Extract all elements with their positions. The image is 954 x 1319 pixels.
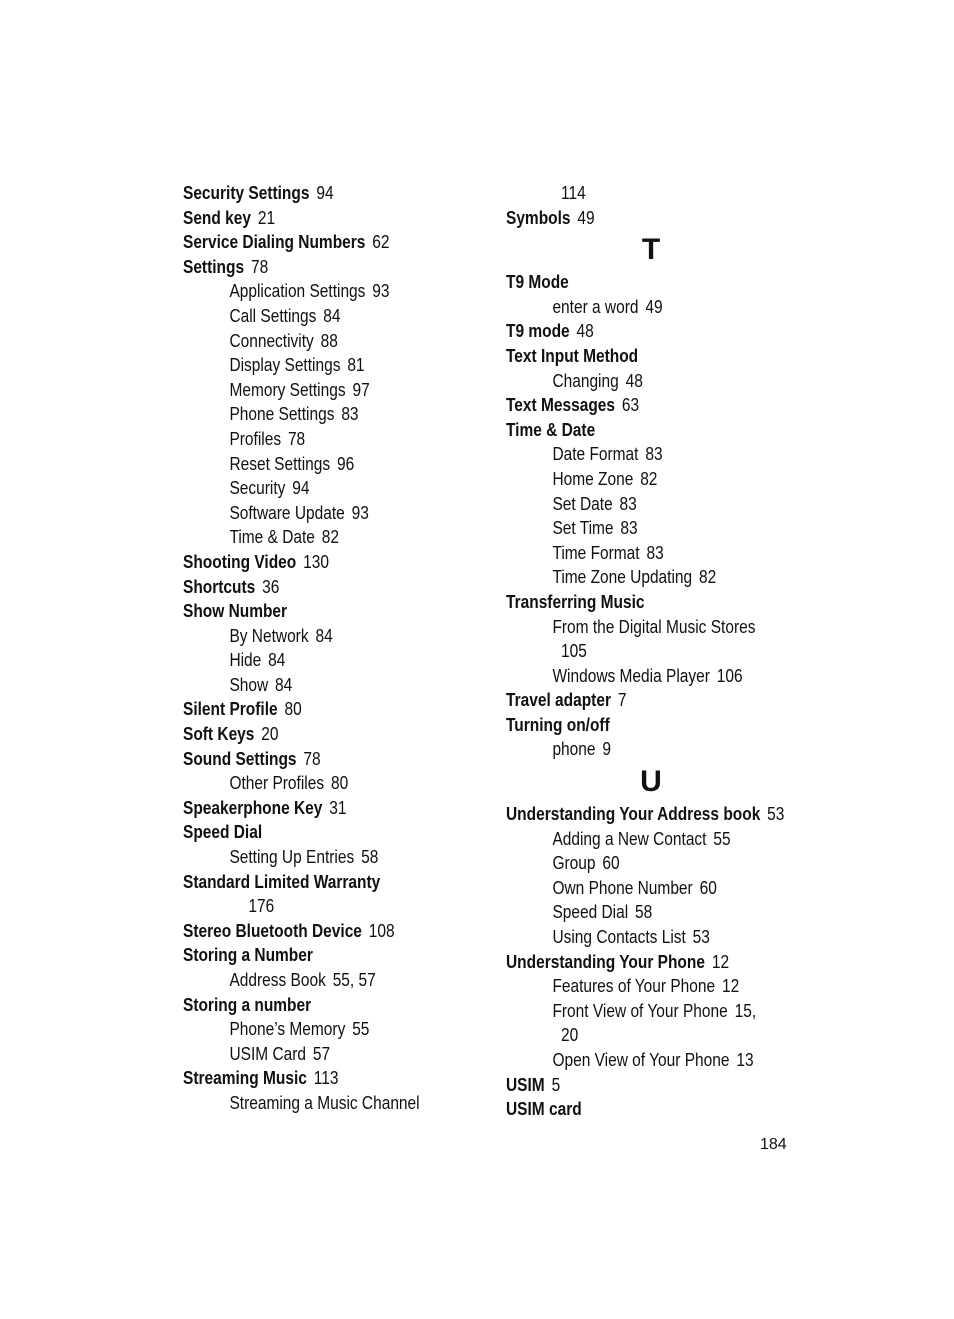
index-term: Understanding Your Phone xyxy=(506,951,705,972)
index-page-continuation xyxy=(506,181,790,206)
index-term: phone xyxy=(552,739,596,760)
index-term: enter a word xyxy=(552,296,639,317)
index-term: Streaming a Music Channel xyxy=(229,1092,420,1113)
index-page-ref: 130 xyxy=(303,551,329,572)
index-page-ref: 93 xyxy=(351,502,369,523)
index-page-ref: 78 xyxy=(287,428,306,449)
index-entry xyxy=(506,344,790,369)
index-term: Adding a New Contact xyxy=(552,828,707,849)
index-page-ref: 81 xyxy=(347,355,365,376)
index-page-continuation xyxy=(506,1023,790,1048)
index-term: Own Phone Number xyxy=(552,877,693,898)
index-subentry xyxy=(506,1048,790,1073)
index-term: 114 xyxy=(561,183,586,203)
index-page-ref: 62 xyxy=(372,232,390,253)
index-term: Profiles xyxy=(229,428,282,449)
index-page-ref: 5 xyxy=(551,1074,561,1095)
index-subentry xyxy=(183,624,441,649)
index-term: Text Input Method xyxy=(506,345,639,366)
index-entry xyxy=(183,255,441,280)
index-page-ref: 84 xyxy=(268,650,286,671)
index-page-ref: 84 xyxy=(323,305,341,326)
index-page-ref: 15, xyxy=(734,1000,757,1021)
index-subentry xyxy=(506,615,790,640)
index-page-continuation xyxy=(183,894,441,919)
index-term: 176 xyxy=(248,896,275,917)
index-page-ref: 80 xyxy=(284,699,302,720)
index-term: Standard Limited Warranty xyxy=(183,871,381,892)
index-term: Time Format xyxy=(552,542,640,563)
index-page-ref: 58 xyxy=(361,847,379,868)
index-page-continuation xyxy=(506,639,790,664)
index-entry xyxy=(183,919,441,944)
index-entry xyxy=(183,697,441,722)
index-term: Reset Settings xyxy=(229,453,331,474)
index-subentry xyxy=(506,369,790,394)
index-term: Time & Date xyxy=(506,419,596,440)
index-page-ref: 7 xyxy=(617,690,627,711)
index-entry xyxy=(183,181,441,206)
index-page-ref: 21 xyxy=(257,207,276,228)
index-term: Symbols xyxy=(506,207,571,228)
index-page-ref: 53 xyxy=(767,804,785,825)
index-page-ref: 113 xyxy=(313,1068,339,1089)
index-subentry xyxy=(506,876,790,901)
index-term: Speakerphone Key xyxy=(183,797,323,818)
index-term: Display Settings xyxy=(229,355,341,376)
index-subentry xyxy=(506,565,790,590)
index-term: Open View of Your Phone xyxy=(552,1050,730,1070)
index-term: Application Settings xyxy=(229,281,366,302)
index-page-ref: 88 xyxy=(320,330,338,351)
index-subentry xyxy=(183,1091,441,1116)
index-entry xyxy=(183,796,441,821)
index-page-ref: 108 xyxy=(368,920,395,941)
index-term: Time & Date xyxy=(229,527,315,548)
index-subentry xyxy=(183,501,441,526)
index-term: Speed Dial xyxy=(183,822,263,843)
index-subentry xyxy=(183,402,441,427)
index-page-ref: 83 xyxy=(645,444,663,465)
index-subentry xyxy=(183,525,441,550)
index-term: Send key xyxy=(183,207,251,228)
index-term: Using Contacts List xyxy=(552,927,686,948)
index-term: Travel adapter xyxy=(506,690,611,711)
index-subentry xyxy=(506,442,790,467)
index-term: Sound Settings xyxy=(183,748,297,769)
index-subentry xyxy=(183,427,441,452)
index-term: Address Book xyxy=(229,970,326,990)
index-term: Show Number xyxy=(183,601,288,622)
index-term: Windows Media Player xyxy=(552,665,710,686)
index-term: Show xyxy=(229,674,269,695)
index-entry xyxy=(506,688,790,713)
index-term: Shooting Video xyxy=(183,551,297,572)
index-subentry xyxy=(506,974,790,999)
index-page-ref: 60 xyxy=(602,853,620,874)
index-term: T9 Mode xyxy=(506,272,569,293)
index-term: USIM card xyxy=(506,1099,582,1120)
index-page-ref: 55 xyxy=(713,828,731,849)
index-page-ref: 83 xyxy=(620,518,638,539)
page-number: 184 xyxy=(760,1136,787,1153)
index-entry xyxy=(183,575,441,600)
index-term: Turning on/off xyxy=(506,714,610,735)
index-term: Service Dialing Numbers xyxy=(183,232,366,253)
index-term: Storing a number xyxy=(183,994,312,1015)
index-page-ref: 83 xyxy=(646,542,664,563)
index-entry xyxy=(183,820,441,845)
index-term: Storing a Number xyxy=(183,945,313,966)
index-term: Streaming Music xyxy=(183,1068,307,1089)
index-page-ref: 55 xyxy=(352,1019,370,1040)
index-page-ref: 78 xyxy=(250,256,269,277)
index-term: Time Zone Updating xyxy=(552,567,693,588)
index-subentry xyxy=(506,999,790,1024)
index-term: Connectivity xyxy=(229,330,314,351)
index-term: By Network xyxy=(229,625,309,646)
index-term: Features of Your Phone xyxy=(552,976,716,997)
index-term: Silent Profile xyxy=(183,699,278,720)
index-entry xyxy=(183,1066,441,1091)
index-subentry xyxy=(506,516,790,541)
index-page-ref: 13 xyxy=(736,1050,754,1070)
index-section-letter: U xyxy=(640,765,662,799)
index-term: Security xyxy=(229,478,286,499)
index-page-ref: 60 xyxy=(699,877,717,898)
index-term: Call Settings xyxy=(229,305,317,326)
index-subentry xyxy=(183,353,441,378)
index-term: Settings xyxy=(183,256,245,277)
index-term: Other Profiles xyxy=(229,773,325,794)
index-entry xyxy=(506,1073,790,1098)
index-subentry xyxy=(506,737,790,762)
index-entry xyxy=(506,590,790,615)
index-page-ref: 84 xyxy=(275,674,293,695)
index-column-right xyxy=(506,181,836,1122)
index-term: Hide xyxy=(229,650,262,671)
index-subentry xyxy=(183,378,441,403)
index-entry xyxy=(506,270,790,295)
index-page-ref: 48 xyxy=(576,321,594,342)
index-subentry xyxy=(183,968,441,993)
index-term: Setting Up Entries xyxy=(229,847,355,868)
index-term: Group xyxy=(552,853,596,874)
index-subentry xyxy=(183,279,441,304)
index-page-ref: 106 xyxy=(716,665,743,686)
index-page-ref: 55, 57 xyxy=(332,970,376,990)
index-entry xyxy=(183,747,441,772)
index-column-left xyxy=(183,181,483,1116)
index-term: Home Zone xyxy=(552,468,634,489)
index-term: USIM Card xyxy=(229,1043,306,1064)
index-subentry xyxy=(183,1017,441,1042)
index-entry xyxy=(183,722,441,747)
index-page-ref: 83 xyxy=(619,493,637,514)
index-subentry xyxy=(506,925,790,950)
index-subentry xyxy=(183,673,441,698)
index-term: Speed Dial xyxy=(552,902,629,923)
index-term: Changing xyxy=(552,370,619,391)
index-page-ref: 49 xyxy=(577,207,595,228)
index-term: Set Date xyxy=(552,493,613,514)
index-subentry xyxy=(183,329,441,354)
index-term: From the Digital Music Stores xyxy=(552,616,756,637)
index-page-ref: 63 xyxy=(621,395,640,416)
index-subentry xyxy=(183,845,441,870)
index-subentry xyxy=(183,452,441,477)
index-subentry xyxy=(506,851,790,876)
index-page-ref: 36 xyxy=(262,576,280,597)
index-term: USIM xyxy=(506,1074,545,1095)
index-term: T9 mode xyxy=(506,321,570,342)
index-term: Stereo Bluetooth Device xyxy=(183,920,362,941)
index-term: Soft Keys xyxy=(183,724,255,745)
index-entry xyxy=(506,319,790,344)
index-entry xyxy=(183,943,441,968)
index-page-ref: 97 xyxy=(352,379,370,400)
index-term: 20 xyxy=(561,1025,579,1046)
index-term: 105 xyxy=(561,641,587,662)
index-page-ref: 49 xyxy=(645,296,663,317)
index-page-ref: 82 xyxy=(640,468,658,489)
index-section-letter: T xyxy=(641,233,661,267)
index-page-ref: 94 xyxy=(292,478,310,499)
index-page-ref: 53 xyxy=(692,927,710,948)
index-page-ref: 96 xyxy=(336,453,355,474)
index-entry xyxy=(183,230,441,255)
index-entry xyxy=(183,993,441,1018)
index-term: Phone’s Memory xyxy=(229,1019,346,1040)
index-subentry xyxy=(506,541,790,566)
index-entry xyxy=(506,802,790,827)
index-subentry xyxy=(183,648,441,673)
index-entry xyxy=(506,418,790,443)
index-subentry xyxy=(183,771,441,796)
index-term: Front View of Your Phone xyxy=(552,1000,728,1021)
index-page-ref: 78 xyxy=(303,748,321,769)
index-entry xyxy=(183,206,441,231)
index-entry xyxy=(506,713,790,738)
index-term: Shortcuts xyxy=(183,576,256,597)
index-entry xyxy=(183,599,441,624)
index-page-ref: 12 xyxy=(711,951,730,972)
index-entry xyxy=(506,393,790,418)
index-subentry xyxy=(506,467,790,492)
index-term: Set Time xyxy=(552,518,614,539)
index-subentry xyxy=(506,900,790,925)
index-subentry xyxy=(183,304,441,329)
index-term: Security Settings xyxy=(183,183,310,203)
index-entry xyxy=(506,206,790,231)
index-subentry xyxy=(506,492,790,517)
index-term: Memory Settings xyxy=(229,379,346,400)
index-entry xyxy=(506,950,790,975)
index-entry xyxy=(183,870,441,895)
index-page-ref: 20 xyxy=(261,724,279,745)
index-page-ref: 82 xyxy=(699,567,717,588)
index-term: Phone Settings xyxy=(229,404,335,425)
index-term: Date Format xyxy=(552,444,639,465)
index-page-ref: 9 xyxy=(602,739,611,760)
index-subentry xyxy=(183,1042,441,1067)
index-subentry xyxy=(183,476,441,501)
index-page-ref: 58 xyxy=(635,902,653,923)
index-page-ref: 93 xyxy=(372,281,390,302)
index-page-ref: 12 xyxy=(721,976,740,997)
index-subentry xyxy=(506,664,790,689)
index-page-ref: 84 xyxy=(315,625,333,646)
index-entry xyxy=(183,550,441,575)
index-page-ref: 80 xyxy=(330,773,349,794)
index-page-ref: 82 xyxy=(321,527,340,548)
index-term: Understanding Your Address book xyxy=(506,804,761,825)
index-page-ref: 83 xyxy=(341,404,359,425)
index-term: Software Update xyxy=(229,502,345,523)
index-page-ref: 57 xyxy=(312,1043,331,1064)
index-subentry xyxy=(506,295,790,320)
index-term: Transferring Music xyxy=(506,591,645,612)
index-page-ref: 31 xyxy=(329,797,347,818)
index-page-ref: 48 xyxy=(625,370,643,391)
index-page-ref: 94 xyxy=(316,183,334,203)
index-term: Text Messages xyxy=(506,395,615,416)
index-subentry xyxy=(506,827,790,852)
index-entry xyxy=(506,1097,790,1122)
